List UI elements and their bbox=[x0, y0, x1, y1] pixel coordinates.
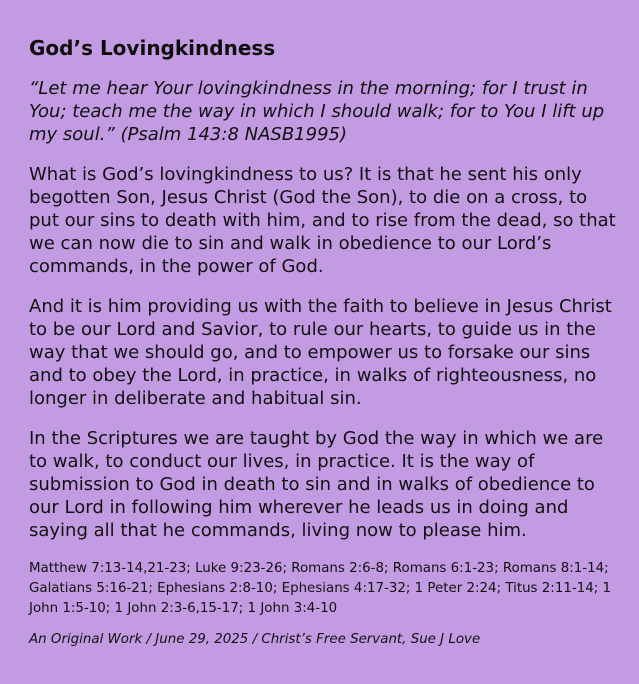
author-footer: An Original Work / June 29, 2025 / Christ’s Free Servant, Sue J Love bbox=[29, 632, 481, 647]
paragraph-1: What is God’s lovingkindness to us? It is that he sent his only begotten Son, Jesus Christ (God the Son), to die on a cross, to put our sins to death with him, and to rise from the dead, so that we can now die to sin and walk in obedience to our Lord’s commands, in the power of God. bbox=[29, 164, 616, 277]
scripture-quote: “Let me hear Your lovingkindness in the morning; for I trust in You; teach me the way in which I should walk; for to You I lift up my soul.” (Psalm 143:8 NASB1995) bbox=[29, 78, 605, 145]
paragraph-3: In the Scriptures we are taught by God the way in which we are to walk, to conduct our lives, in practice. It is the way of submission to God in death to sin and in walks of obedience to our Lord in following him wherever he leads us in doing and saying all that he commands, living now to please him. bbox=[29, 428, 604, 541]
paragraph-2: And it is him providing us with the faith to believe in Jesus Christ to be our Lord and Savior, to rule our hearts, to guide us in the way that we should go, and to empower us to forsake our sins and to obey the Lord, in practice, in walks of righteousness, no longer in deliberate and habitual sin. bbox=[29, 296, 612, 409]
document-title: God’s Lovingkindness bbox=[29, 36, 276, 60]
scripture-references: Matthew 7:13-14,21-23; Luke 9:23-26; Romans 2:6-8; Romans 6:1-23; Romans 8:1-14; Galatians 5:16-21; Ephesians 2:8-10; Ephesians 4:17-32; 1 Peter 2:24; Titus 2:11-14; 1 John 1:5-10; 1 John 2:3-6,15-17; 1 John 3:4-10 bbox=[29, 561, 612, 616]
